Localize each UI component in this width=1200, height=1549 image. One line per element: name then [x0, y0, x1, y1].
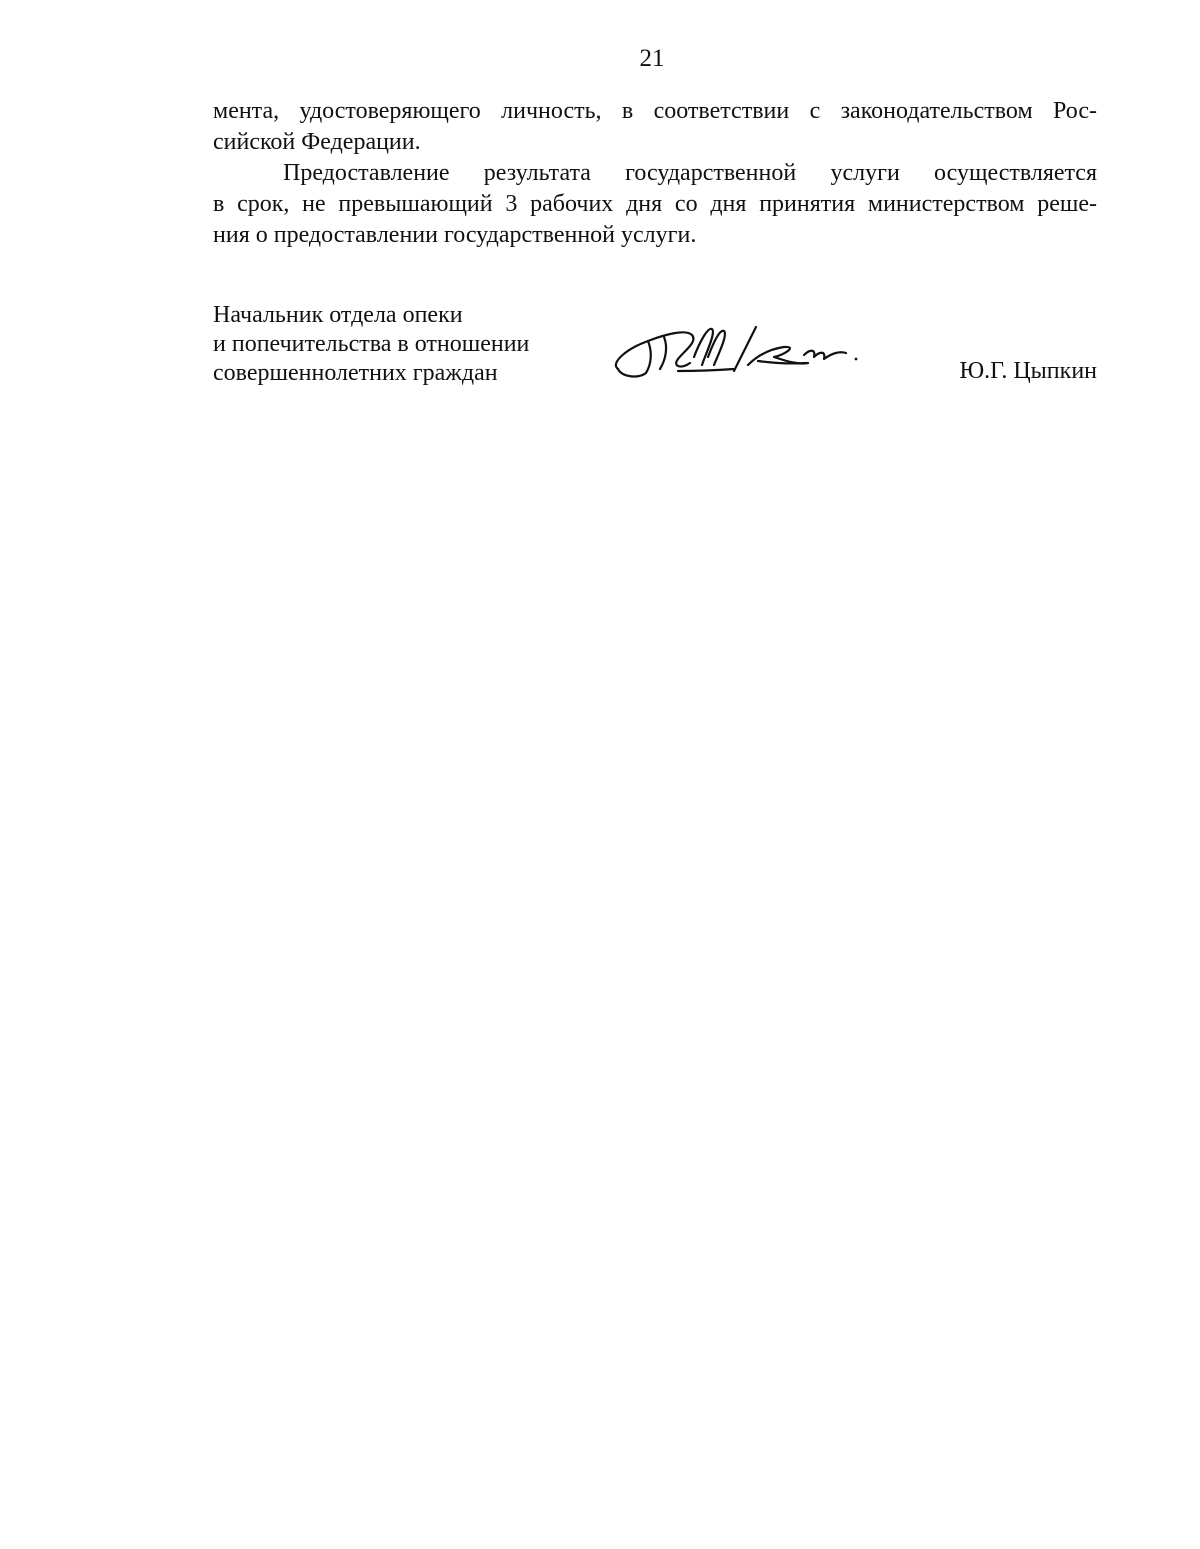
paragraph-1-line-2: сийской Федерации.	[213, 129, 421, 155]
paragraph-2-line-2: в срок, не превышающий 3 рабочих дня со дня принятия министерством реше-	[213, 191, 1097, 217]
signature-block	[213, 301, 1097, 397]
paragraph-1-line-1: мента, удостоверяющего личность, в соответствии с законодательством Рос-	[213, 98, 1097, 124]
paragraph-2-line-1: Предоставление результата государственной услуги осуществляется	[283, 160, 1097, 186]
position-title-line-1: Начальник отдела опеки	[213, 302, 463, 328]
body-text	[213, 96, 1097, 251]
position-title	[213, 301, 529, 388]
page-number: 21	[639, 45, 665, 72]
position-title-line-3: совершеннолетних граждан	[213, 360, 498, 386]
signer-name: Ю.Г. Цыпкин	[959, 358, 1097, 384]
paragraph-2-line-3: ния о предоставлении государственной услуги.	[213, 222, 697, 248]
position-title-line-2: и попечительства в отношении	[213, 331, 530, 357]
handwritten-signature-icon	[608, 317, 868, 387]
